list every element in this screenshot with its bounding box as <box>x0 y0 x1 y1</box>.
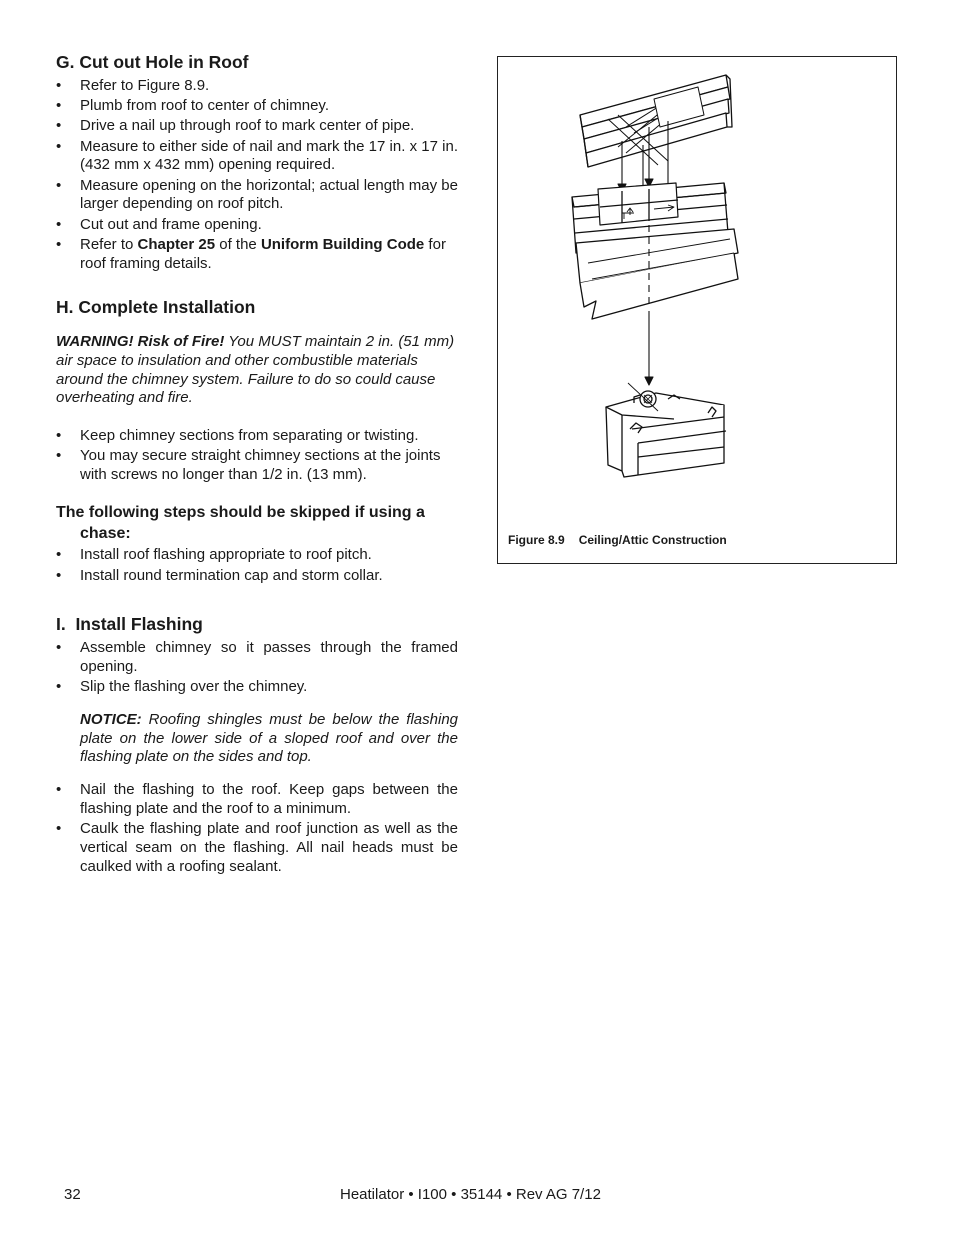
list-item: • Refer to Figure 8.9. <box>56 77 210 94</box>
fire-warning: WARNING! Risk of Fire! You MUST maintain 2 in. (51 mm) air space to insulation and other combustible materials around the chimney system. Failure to do so could cause overheating and fire. <box>56 333 455 407</box>
section-i-title: I. Install Flashing <box>56 614 203 635</box>
roof-rafters <box>580 75 732 167</box>
code-ref: Uniform Building Code <box>260 235 425 253</box>
bullet: • <box>56 546 62 564</box>
figure-title: Ceiling/Attic Construction <box>578 533 727 547</box>
list-item: • Plumb from roof to center of chimney. <box>56 97 329 115</box>
bullet: • <box>56 426 62 444</box>
list-item: • Measure to either side of nail and mark the 17 in. x 17 in. (432 mm x 432 mm) opening required. <box>56 137 458 174</box>
figure-number: Figure 8.9 <box>508 533 565 547</box>
figure-caption <box>508 533 727 547</box>
bullet: • <box>56 137 62 155</box>
document-id: Heatilator • I100 • 35144 • Rev AG 7/12 <box>340 1186 601 1203</box>
list-item: • Nail the flashing to the roof. Keep gaps between the flashing plate and the roof to a minimum. <box>56 781 458 817</box>
notice-label: NOTICE: <box>80 711 142 729</box>
chase-list <box>56 546 458 585</box>
ceiling-framing <box>572 183 738 319</box>
list-item: • Keep chimney sections from separating or twisting. <box>56 426 419 444</box>
bullet: • <box>56 117 62 135</box>
list-item: • Slip the flashing over the chimney. <box>56 678 308 696</box>
section-g-title: G. Cut out Hole in Roof <box>56 52 249 72</box>
warning-label: WARNING! Risk of Fire! <box>56 333 225 351</box>
section-i-list <box>56 639 458 697</box>
bullet: • <box>56 566 62 584</box>
bullet: • <box>56 781 62 799</box>
bullet: • <box>56 77 62 94</box>
list-item: • Caulk the flashing plate and roof junction as well as the vertical seam on the flashing. All nail heads must be caulked with a roofing sealant. <box>56 820 458 875</box>
fireplace-unit <box>606 383 726 477</box>
list-item: • Measure opening on the horizontal; actual length may be larger depending on roof pitch. <box>56 176 458 213</box>
figure-8-9 <box>497 56 897 564</box>
list-item: • Cut out and frame opening. <box>56 215 262 233</box>
section-h-list <box>56 427 458 485</box>
left-column <box>56 50 458 878</box>
bullet: • <box>56 820 62 837</box>
bullet: • <box>56 639 62 657</box>
section-g-list <box>56 77 458 273</box>
bullet: • <box>56 235 62 253</box>
list-item: • You may secure straight chimney sections at the joints with screws no longer than 1/2 in. (13 mm). <box>56 446 441 483</box>
list-item: • Install roof flashing appropriate to roof pitch. <box>56 546 372 564</box>
bullet: • <box>56 678 62 696</box>
chase-subtitle: The following steps should be skipped if using a chase: <box>56 504 425 543</box>
bullet: • <box>56 176 62 194</box>
list-item: • Install round termination cap and storm collar. <box>56 566 383 584</box>
roofing-notice: NOTICE: Roofing shingles must be below the flashing plate on the lower side of a sloped roof and over the flashing plate on the sides and top. <box>80 711 458 766</box>
section-h-title: H. Complete Installation <box>56 297 256 318</box>
list-item: • Drive a nail up through roof to mark center of pipe. <box>56 117 415 135</box>
list-item: • Assemble chimney so it passes through the framed opening. <box>56 639 458 676</box>
chapter-ref: Chapter 25 <box>137 235 216 253</box>
page-number: 32 <box>64 1186 81 1203</box>
section-i-list-continued <box>56 781 458 876</box>
bullet: • <box>56 446 62 464</box>
list-item-building-code: • Refer to Chapter 25 of the Uniform Building Code for roof framing details. <box>56 235 446 272</box>
bullet: • <box>56 97 62 115</box>
ceiling-attic-illustration <box>498 57 896 527</box>
bullet: • <box>56 215 62 233</box>
